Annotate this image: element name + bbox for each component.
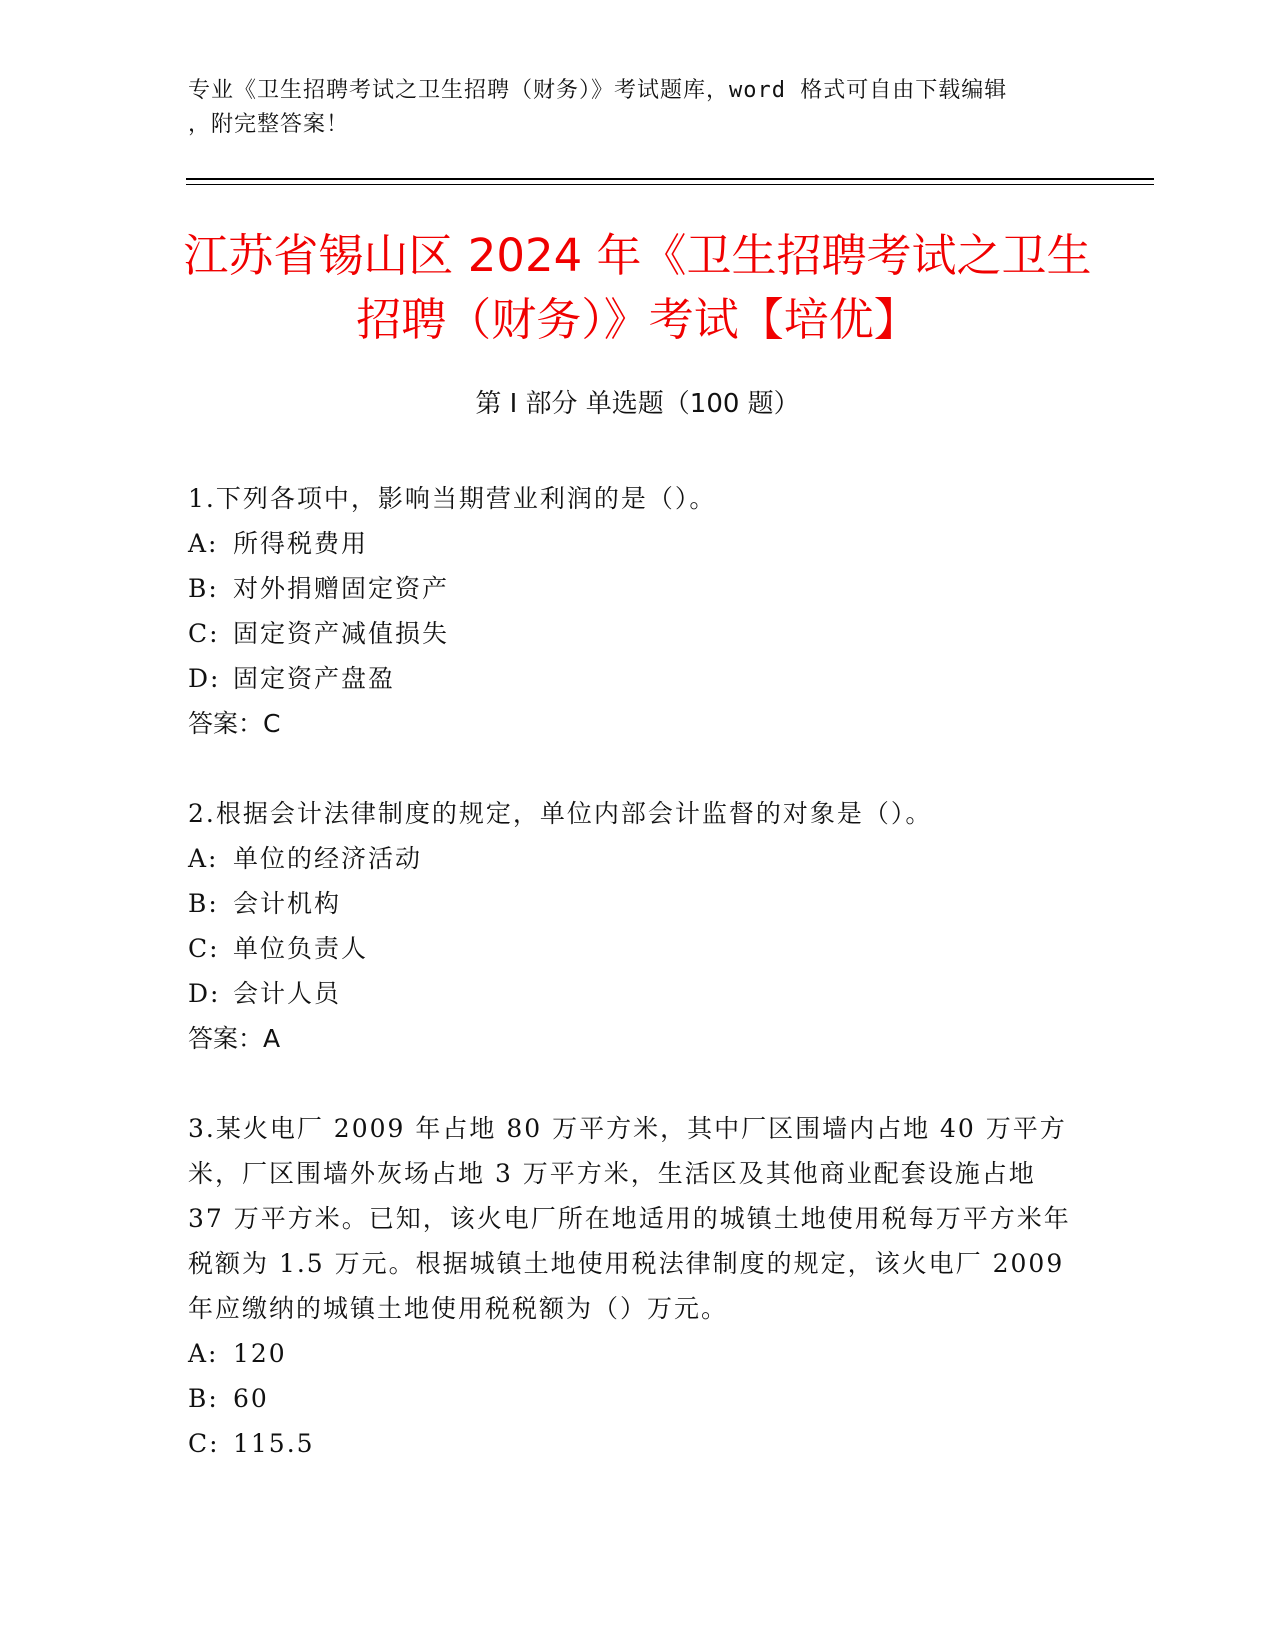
option-text: 固定资产减值损失 — [233, 619, 450, 648]
option-c — [188, 1421, 1073, 1466]
option-text: 对外捐赠固定资产 — [233, 574, 450, 603]
header-note-line-2: ，附完整答案！ — [188, 112, 350, 137]
option-d — [188, 656, 1073, 701]
question-stem: 2.根据会计法律制度的规定，单位内部会计监督的对象是（）。 — [188, 799, 933, 828]
question-2 — [188, 791, 1073, 1061]
option-key: C: — [188, 619, 220, 648]
option-b — [188, 566, 1073, 611]
option-c — [188, 611, 1073, 656]
question-stem: 3.某火电厂 2009 年占地 80 万平方米，其中厂区围墙内占地 40 万平方米，厂区围墙外灰场占地 3 万平方米，生活区及其他商业配套设施占地 37 万平方米。已知，该火电厂所在地适用的城镇土地使用税每万平方米年税额为 1.5 万元。根据城镇土地使用税法律制度的规定，该火电厂 2009 年应缴纳的城镇土地使用税税额为（）万元。 — [188, 1114, 1071, 1323]
option-key: A: — [188, 844, 219, 873]
question-3 — [188, 1106, 1073, 1466]
answer-label: 答案： — [188, 1024, 264, 1053]
option-key: D: — [188, 664, 221, 693]
option-text: 单位的经济活动 — [233, 844, 423, 873]
document-title-line-2: 招聘（财务）》考试【培优】 — [356, 293, 919, 346]
option-key: B: — [188, 1384, 219, 1413]
option-text: 固定资产盘盈 — [233, 664, 396, 693]
option-text: 115.5 — [233, 1429, 315, 1458]
option-key: C: — [188, 1429, 220, 1458]
option-a — [188, 521, 1073, 566]
answer-line — [188, 701, 1073, 746]
option-key: D: — [188, 979, 221, 1008]
option-text: 60 — [233, 1384, 269, 1413]
header-divider-thick — [186, 178, 1154, 180]
option-key: A: — [188, 1339, 219, 1368]
option-text: 所得税费用 — [233, 529, 369, 558]
option-text: 会计机构 — [233, 889, 342, 918]
option-b — [188, 881, 1073, 926]
answer-label: 答案： — [188, 709, 264, 738]
answer-value: C — [263, 709, 281, 738]
answer-value: A — [263, 1024, 281, 1053]
option-key: A: — [188, 529, 219, 558]
document-title-line-1: 江苏省锡山区 2024 年《卫生招聘考试之卫生 — [183, 229, 1092, 282]
header-divider-thin — [186, 184, 1154, 185]
option-d — [188, 971, 1073, 1016]
option-key: B: — [188, 889, 219, 918]
answer-line — [188, 1016, 1073, 1061]
section-title: 第 I 部分 单选题（100 题） — [475, 389, 800, 419]
question-1 — [188, 476, 1073, 746]
option-text: 120 — [233, 1339, 287, 1368]
option-c — [188, 926, 1073, 971]
header-note-line-1: 专业《卫生招聘考试之卫生招聘（财务）》考试题库，word 格式可自由下载编辑 — [188, 78, 1008, 103]
option-a — [188, 836, 1073, 881]
option-key: B: — [188, 574, 219, 603]
option-a — [188, 1331, 1073, 1376]
question-stem: 1.下列各项中，影响当期营业利润的是（）。 — [188, 484, 717, 513]
document-title — [150, 224, 1125, 352]
option-b — [188, 1376, 1073, 1421]
option-key: C: — [188, 934, 220, 963]
option-text: 会计人员 — [233, 979, 342, 1008]
option-text: 单位负责人 — [233, 934, 369, 963]
header-note — [188, 74, 1088, 142]
question-list — [188, 476, 1073, 1511]
